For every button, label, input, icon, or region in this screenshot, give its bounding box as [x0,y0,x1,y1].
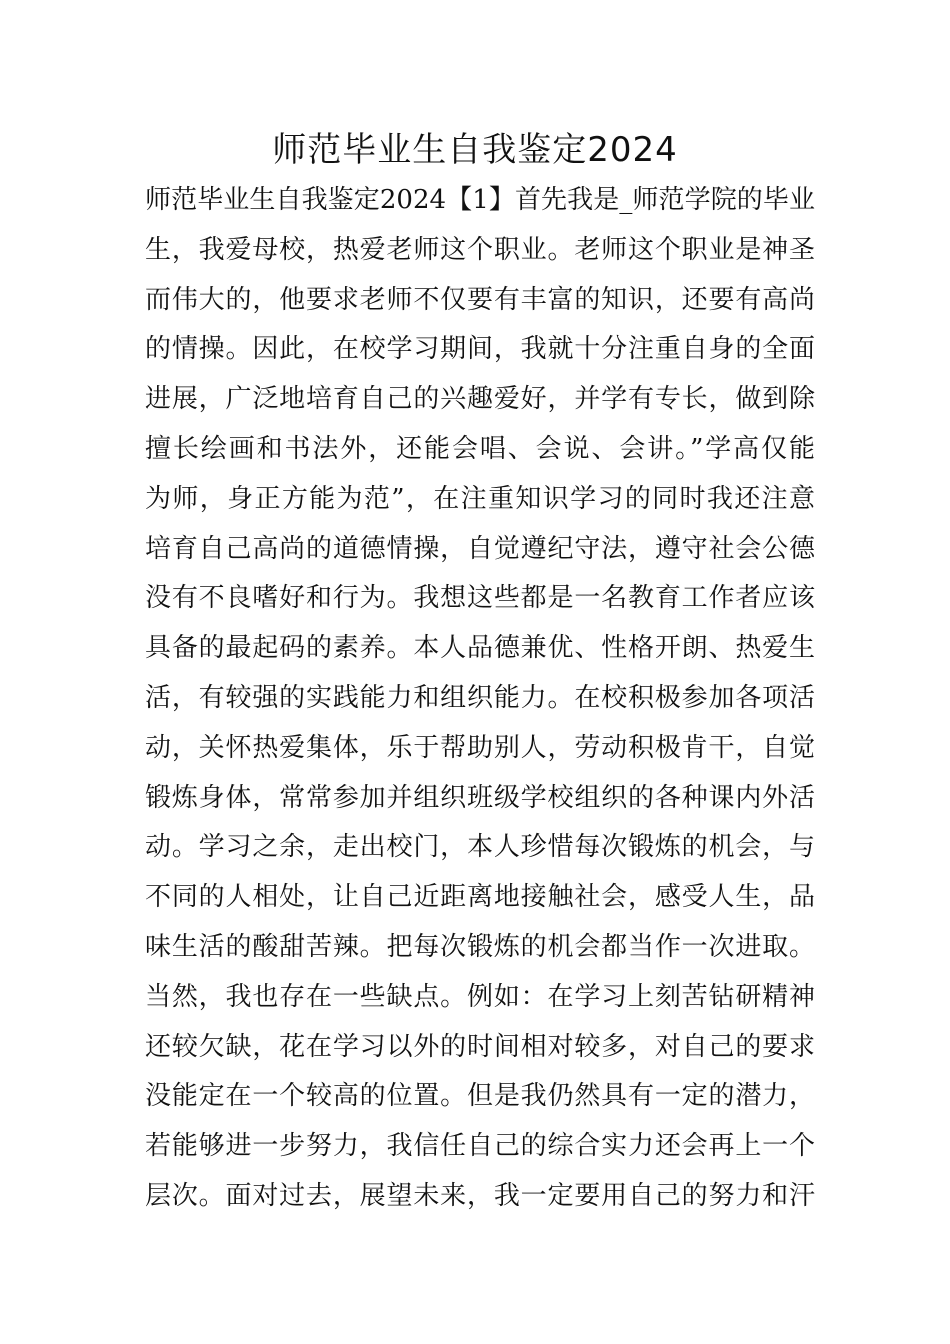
body-line: 生，我爱母校，热爱老师这个职业。老师这个职业是神圣 [145,234,815,265]
document-body [145,176,815,1222]
document-title: 师范毕业生自我鉴定2024 [272,130,678,170]
body-line: 具备的最起码的素养。本人品德兼优、性格开朗、热爱生 [145,633,815,664]
body-line: 锻炼身体，常常参加并组织班级学校组织的各种课内外活 [145,782,815,813]
body-line: 没能定在一个较高的位置。但是我仍然具有一定的潜力， [145,1081,815,1112]
body-line: 若能够进一步努力，我信任自己的综合实力还会再上一个 [145,1131,815,1162]
body-line: 动，关怀热爱集体，乐于帮助别人，劳动积极肯干，自觉 [145,732,815,763]
body-line: 而伟大的，他要求老师不仅要有丰富的知识，还要有高尚 [145,284,815,315]
body-line: 进展，广泛地培育自己的兴趣爱好，并学有专长，做到除 [145,384,815,415]
body-line: 培育自己高尚的道德情操，自觉遵纪守法，遵守社会公德 [145,533,815,564]
body-line: 层次。面对过去，展望未来，我一定要用自己的努力和汗 [145,1180,815,1211]
body-line: 为师，身正方能为范”，在注重知识学习的同时我还注意 [145,483,815,514]
body-line: 不同的人相处，让自己近距离地接触社会，感受人生，品 [145,882,815,913]
body-line: 的情操。因此，在校学习期间，我就十分注重自身的全面 [145,334,815,365]
body-line: 动。学习之余，走出校门，本人珍惜每次锻炼的机会，与 [145,832,815,863]
body-line: 师范毕业生自我鉴定2024【1】首先我是_师范学院的毕业 [145,185,815,215]
body-line: 没有不良嗜好和行为。我想这些都是一名教育工作者应该 [145,583,815,614]
body-line: 还较欠缺，花在学习以外的时间相对较多，对自己的要求 [145,1031,815,1062]
body-line: 当然，我也存在一些缺点。例如：在学习上刻苦钻研精神 [145,981,815,1012]
body-line: 味生活的酸甜苦辣。把每次锻炼的机会都当作一次进取。 [145,931,815,962]
body-line: 擅长绘画和书法外，还能会唱、会说、会讲。”学高仅能 [145,433,815,464]
body-line: 活，有较强的实践能力和组织能力。在校积极参加各项活 [145,682,815,713]
